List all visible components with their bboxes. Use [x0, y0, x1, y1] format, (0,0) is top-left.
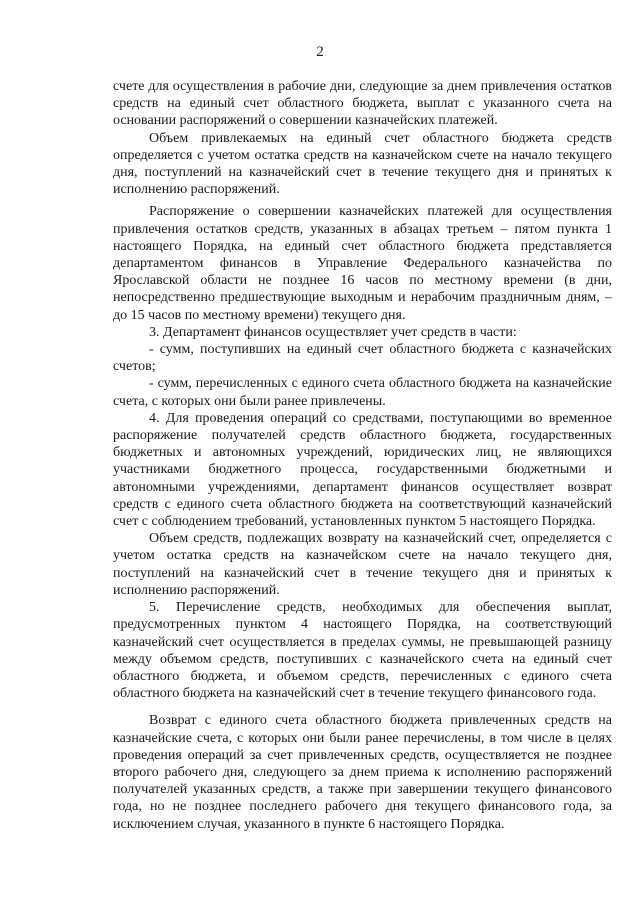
paragraph-item-3: 3. Департамент финансов осуществляет учет средств в части: — [149, 324, 517, 340]
paragraph-continuation: счете для осуществления в рабочие дни, следующие за днем привлечения остатков средств на единый счет областного бюджета, выплат с указанного счета на основании распоряжений о совершении казначейских платежей. — [113, 79, 612, 129]
paragraph-return: Возврат с единого счета областного бюджета привлеченных средств на казначейские счета, с которых они были ранее перечислены, в том числе в целях проведения операций за счет привлеченных средств, осуществляется не позднее второго рабочего дня, следующего за днем приема к исполнению распоряжений получателей указанных средств, а также при завершении текущего финансового года, но не позднее последнего рабочего дня текущего финансового года, за исключением случая, указанного в пункте 6 настоящего Порядка. — [113, 713, 612, 832]
paragraph-payment-order: Распоряжение о совершении казначейских платежей для осуществления привлечения остатков средств, указанных в абзацах третьем – пятом пункта 1 настоящего Порядка, на единый счет областного бюджета представляется департаментом финансов в Управление Федерального казначейства по Ярославской области не позднее 16 часов по местному времени (в дни, непосредственно предшествующие выходным и нерабочим праздничным дням, – до 15 часов по местному времени) текущего дня. — [113, 204, 612, 323]
paragraph-volume-returned: Объем средств, подлежащих возврату на казначейский счет, определяется с учетом остатка средств на казначейском счете на начало текущего дня, поступлений на казначейский счет в течение текущего дня и принятых к исполнению распоряжений. — [113, 531, 612, 598]
paragraph-item-5: 5. Перечисление средств, необходимых для обеспечения выплат, предусмотренных пунктом 4 настоящего Порядка, на соответствующий казначейский счет осуществляется в пределах суммы, не превышающей разницу между объемом средств, поступивших с казначейского счета на единый счет областного бюджета, и объемом средств, перечисленных с единого счета областного бюджета на казначейский счет в течение текущего финансового года. — [113, 600, 612, 702]
paragraph-item-4: 4. Для проведения операций со средствами, поступающими во временное распоряжение получателей средств областного бюджета, государственных бюджетных и автономных учреждений, юридических лиц, не являющихся участниками бюджетного процесса, государственными бюджетными и автономными учреждениями, департамент финансов осуществляет возврат средств с единого счета областного бюджета на соответствующий казначейский счет с соблюдением требований, установленных пунктом 5 настоящего Порядка. — [113, 410, 612, 530]
document-body — [113, 78, 612, 833]
paragraph-item-3-sub-2: - сумм, перечисленных с единого счета областного бюджета на казначейские счета, с которых они были ранее привлечены. — [113, 376, 612, 409]
page-number: 2 — [316, 44, 324, 60]
paragraph-item-3-sub-1: - сумм, поступивших на единый счет областного бюджета с казначейских счетов; — [113, 342, 612, 375]
paragraph-volume-attracted: Объем привлекаемых на единый счет областного бюджета средств определяется с учетом остатка средств на казначейском счете на начало текущего дня, поступлений на казначейский счет в течение текущего дня и принятых к исполнению распоряжений. — [113, 130, 612, 198]
